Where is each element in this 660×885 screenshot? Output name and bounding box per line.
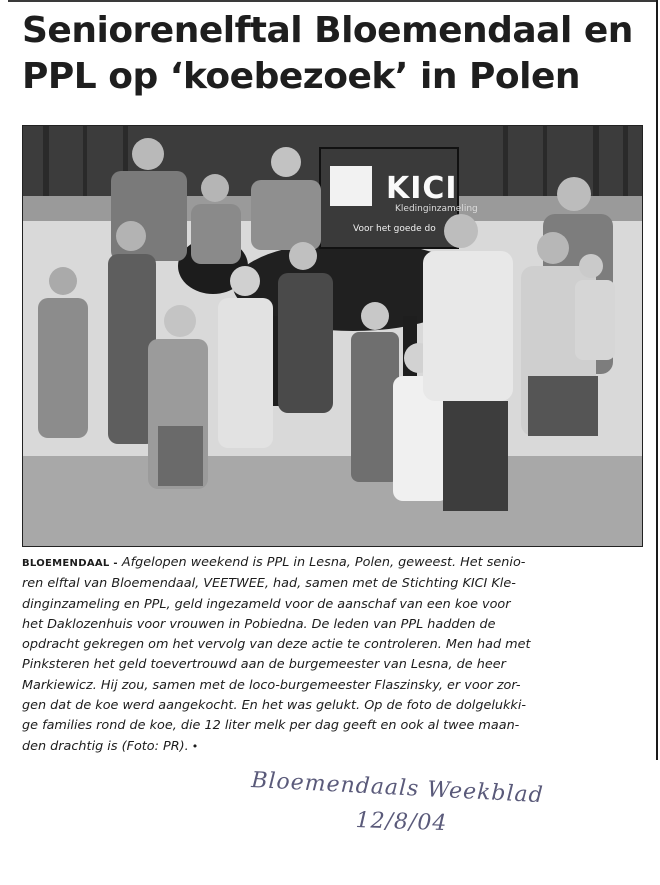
photo-caption <box>22 553 641 757</box>
clipping-right-edge <box>656 0 658 760</box>
caption-line: den drachtig is (Foto: PR). <box>22 738 189 754</box>
headline-line-1: Seniorenelftal Bloemendaal en <box>22 10 633 51</box>
caption-line: Afgelopen weekend is PPL in Lesna, Polen, geweest. Het senio- <box>117 555 526 570</box>
caption-line: het Daklozenhuis voor vrouwen in Pobiedna. De leden van PPL hadden de <box>22 616 496 632</box>
caption-line: Markiewicz. Hij zou, samen met de loco-burgemeester Flaszinsky, er voor zor- <box>22 677 521 693</box>
caption-line: ge families rond de koe, die 12 liter melk per dag geeft en ook al twee maan- <box>22 718 520 734</box>
article-headline <box>22 8 652 100</box>
group-photo-with-cow-icon <box>23 126 642 546</box>
headline-line-2: PPL op ‘koebezoek’ in Polen <box>22 56 581 97</box>
caption-dateline: BLOEMENDAAL - <box>22 558 118 569</box>
caption-line: opdracht gekregen om het vervolg van deze actie te controleren. Men had met <box>22 637 531 653</box>
handwritten-date-note: 12/8/04 <box>355 808 448 837</box>
handwritten-source-note: Bloemendaals Weekblad <box>250 768 545 809</box>
caption-line: Pinksteren het geld toevertrouwd aan de burgemeester van Lesna, de heer <box>22 657 506 673</box>
caption-line: dinginzameling en PPL, geld ingezameld voor de aanschaf van een koe voor <box>22 596 511 612</box>
caption-line: ren elftal van Bloemendaal, VEETWEE, had, samen met de Stichting KICI Kle- <box>22 576 516 592</box>
end-bullet-icon: • <box>191 739 199 753</box>
caption-line: gen dat de koe werd aangekocht. En het was gelukt. Op de foto de dolgelukki- <box>22 698 526 714</box>
sign-subtitle: Kledinginzameling <box>395 204 478 214</box>
article-photo <box>22 125 643 547</box>
clipping-top-edge <box>8 0 658 2</box>
sign-slogan: Voor het goede do <box>353 224 436 234</box>
sign-logo: KICI <box>386 171 458 206</box>
